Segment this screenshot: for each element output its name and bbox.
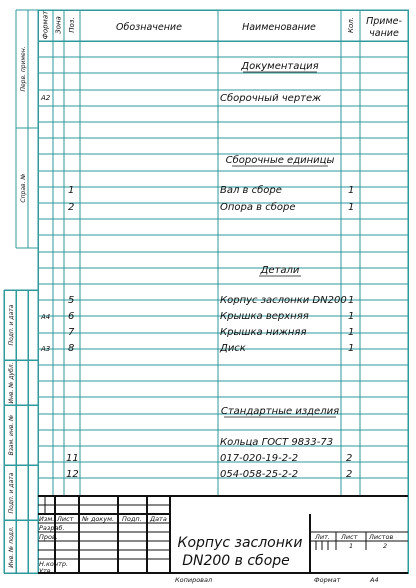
row-format: А3	[41, 345, 51, 353]
row-name: Кольца ГОСТ 9833-73	[220, 437, 334, 448]
sheets-value: 2	[383, 542, 388, 550]
format-value: А4	[370, 576, 379, 584]
row-quantity: 1	[348, 343, 355, 354]
header-note-line1: Приме-	[366, 16, 402, 27]
section-headings	[221, 61, 339, 417]
row-position: 7	[68, 327, 75, 338]
left-margin	[4, 10, 38, 573]
row-name: 054-058-25-2-2	[220, 469, 299, 480]
row-name: Сборочный чертеж	[220, 93, 322, 104]
row-position: 5	[68, 295, 75, 306]
row-quantity: 2	[346, 469, 353, 480]
row-name: Крышка верхняя	[220, 311, 309, 322]
table-row	[40, 92, 321, 104]
title-label-change: Изм.	[39, 515, 55, 523]
row-quantity: 1	[348, 311, 355, 322]
row-position: 11	[66, 453, 79, 464]
row-name: Крышка нижняя	[220, 327, 307, 338]
document-title-line1: Корпус заслонки	[177, 535, 303, 551]
section-standard-items: Стандартные изделия	[220, 406, 340, 417]
section-assembly-units: Сборочные единицы	[225, 155, 335, 166]
row-quantity: 1	[348, 202, 355, 213]
row-name: Вал в сборе	[220, 185, 282, 196]
table-row	[68, 184, 354, 196]
original-inventory-label: Инв. № подл.	[8, 526, 15, 568]
row-quantity: 1	[348, 295, 355, 306]
row-quantity: 1	[348, 327, 355, 338]
header-note	[366, 16, 402, 39]
sheet-value: 1	[349, 542, 354, 550]
sheets-label: Листов	[369, 533, 394, 541]
row-position: 6	[68, 311, 75, 322]
row-quantity: 2	[346, 453, 353, 464]
table-header	[42, 10, 403, 39]
title-label-checked: Пров.	[39, 533, 58, 541]
reference-number-label: Справ. №	[20, 173, 27, 203]
header-quantity: Кол.	[347, 17, 355, 33]
duplicate-inventory-label: Инв. № дубл.	[8, 362, 15, 404]
title-label-norm-control: Н.контр.	[39, 560, 69, 568]
title-label-developed: Разраб.	[39, 524, 65, 532]
table-row	[220, 437, 333, 448]
header-name: Наименование	[242, 22, 316, 33]
title-label-doc-number: № докум.	[82, 515, 115, 523]
header-position: Поз.	[68, 17, 76, 33]
row-position: 12	[66, 469, 79, 480]
spec-table-grid	[38, 10, 408, 496]
row-name: 017-020-19-2-2	[220, 453, 299, 464]
row-position: 8	[68, 343, 75, 354]
header-format: Формат	[41, 10, 50, 40]
row-format: А4	[41, 313, 51, 321]
header-zone: Зона	[54, 16, 63, 34]
row-name: Диск	[220, 343, 246, 354]
title-label-sheet: Лист	[57, 515, 74, 523]
first-use-label: Перв. примен.	[20, 46, 27, 92]
title-block	[38, 496, 408, 575]
row-position: 2	[68, 202, 75, 213]
title-label-approved: Утв.	[39, 567, 53, 575]
format-label: Формат	[314, 576, 341, 584]
section-documentation: Документация	[241, 61, 319, 72]
litera-label: Лит.	[315, 533, 330, 541]
section-parts: Детали	[260, 265, 300, 276]
row-name: Опора в сборе	[220, 202, 296, 213]
sign-date-label-1: Подп. и дата	[8, 304, 15, 346]
copied-label: Копировал	[175, 576, 213, 584]
header-note-line2: чание	[369, 28, 399, 39]
title-label-date: Дата	[150, 515, 167, 523]
replaces-inventory-label: Взам. инв. №	[8, 414, 15, 456]
title-label-signature: Подп.	[122, 515, 142, 523]
row-quantity: 1	[348, 185, 355, 196]
header-designation: Обозначение	[116, 22, 182, 33]
sign-date-label-2: Подп. и дата	[8, 472, 15, 514]
footer	[175, 576, 379, 584]
row-format: А2	[41, 94, 51, 102]
document-title-line2: DN200 в сборе	[182, 553, 290, 569]
row-position: 1	[68, 185, 75, 196]
sheet-label: Лист	[341, 533, 358, 541]
row-name: Корпус заслонки DN200	[220, 295, 347, 306]
